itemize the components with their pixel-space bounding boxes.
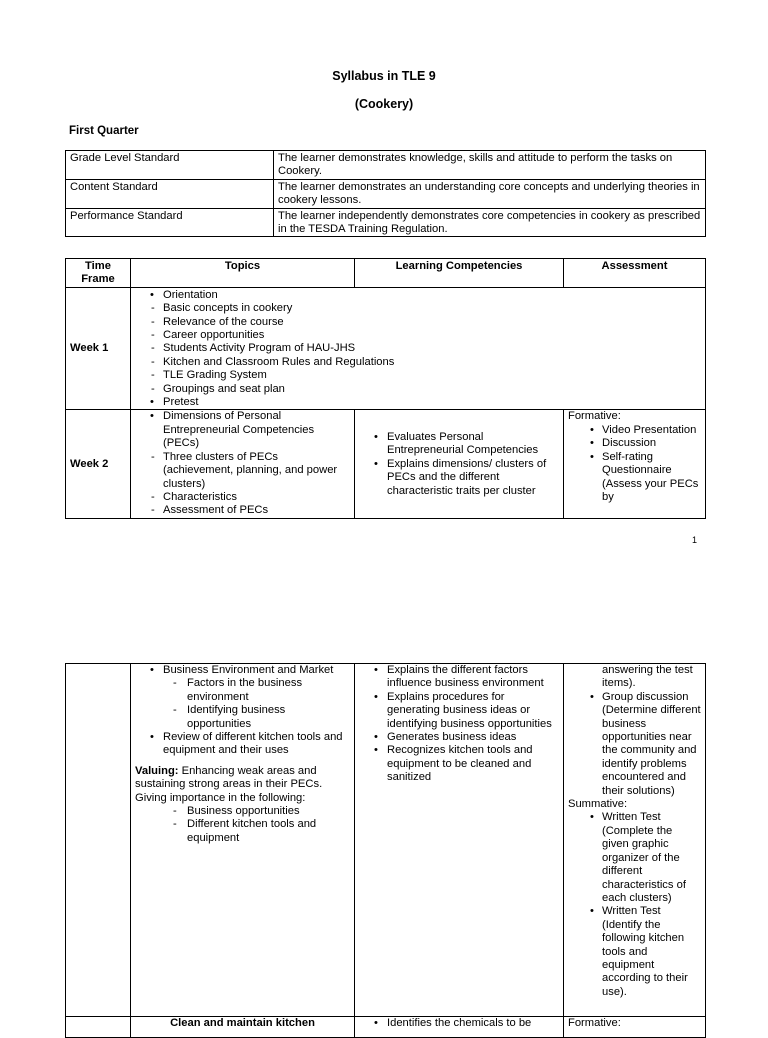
summative-label: Summative: bbox=[568, 798, 628, 811]
list-item: - Relevance of the course bbox=[135, 316, 701, 329]
standard-text: The learner demonstrates knowledge, skills and attitude to perform the tasks on Cookery. bbox=[274, 151, 706, 180]
assessment-continued: answering the test items). bbox=[602, 664, 693, 690]
standard-text: The learner independently demonstrates core competencies in cookery as prescribed in the TESDA Training Regulation. bbox=[274, 208, 706, 237]
list-item: - Business opportunities bbox=[135, 805, 350, 818]
next-competency bbox=[355, 1017, 564, 1038]
time-frame-cell bbox=[66, 664, 131, 1017]
list-item: • Written Test (Identify the following kitchen tools and equipment according to their use). bbox=[568, 905, 701, 999]
cont-assessment bbox=[564, 664, 706, 1017]
valuing-text: Enhancing weak areas and sustaining strong areas in their PECs. Giving importance in the following: bbox=[135, 764, 323, 804]
list-item: - Three clusters of PECs (achievement, planning, and power clusters) bbox=[135, 451, 350, 491]
list-item: - Groupings and seat plan bbox=[135, 383, 701, 396]
header-time-frame: Time Frame bbox=[66, 259, 131, 288]
week2-assessment bbox=[564, 410, 706, 519]
document-subtitle: (Cookery) bbox=[354, 97, 414, 111]
list-item: • Written Test (Complete the given graphic organizer of the different characteristics of each clusters) bbox=[568, 811, 701, 905]
formative-label: Formative: bbox=[568, 410, 621, 423]
standard-label: Content Standard bbox=[66, 179, 274, 208]
list-item: - Factors in the business environment bbox=[135, 677, 350, 704]
next-assessment: Formative: bbox=[564, 1017, 706, 1038]
standard-label: Grade Level Standard bbox=[66, 151, 274, 180]
list-item: - Identifying business opportunities bbox=[135, 704, 350, 731]
list-item: • Recognizes kitchen tools and equipment to be cleaned and sanitized bbox=[359, 744, 559, 784]
document-title: Syllabus in TLE 9 bbox=[332, 69, 436, 83]
list-item: • Business Environment and Market bbox=[135, 664, 350, 677]
week1-topics bbox=[131, 287, 706, 410]
standard-row bbox=[66, 208, 706, 237]
list-item: - Different kitchen tools and equipment bbox=[135, 818, 350, 845]
standard-label: Performance Standard bbox=[66, 208, 274, 237]
syllabus-table-next-row bbox=[65, 1016, 706, 1038]
standard-row bbox=[66, 151, 706, 180]
list-item: - Career opportunities bbox=[135, 329, 701, 342]
week2-continued-row bbox=[66, 664, 706, 1017]
next-topic: Clean and maintain kitchen bbox=[131, 1017, 355, 1038]
time-frame-cell bbox=[66, 1017, 131, 1038]
header-assessment: Assessment bbox=[564, 259, 706, 288]
valuing-paragraph bbox=[135, 765, 350, 805]
list-item: • Explains dimensions/ clusters of PECs and the different characteristic traits per cluster bbox=[359, 458, 559, 498]
list-item: - Kitchen and Classroom Rules and Regulations bbox=[135, 356, 701, 369]
list-item: - Characteristics bbox=[135, 491, 350, 504]
quarter-heading: First Quarter bbox=[69, 125, 139, 137]
list-item: - TLE Grading System bbox=[135, 369, 701, 382]
header-competencies: Learning Competencies bbox=[355, 259, 564, 288]
week2-row bbox=[66, 410, 706, 519]
list-item: • Video Presentation bbox=[568, 424, 701, 437]
list-item: • Explains the different factors influence business environment bbox=[359, 664, 559, 691]
list-item: • Discussion bbox=[568, 437, 701, 450]
standard-row bbox=[66, 179, 706, 208]
cont-topics bbox=[131, 664, 355, 1017]
standard-text: The learner demonstrates an understanding core concepts and underlying theories in cookery lessons. bbox=[274, 179, 706, 208]
list-item: • Dimensions of Personal Entrepreneurial Competencies (PECs) bbox=[135, 410, 350, 450]
week2-topics bbox=[131, 410, 355, 519]
list-item: • Generates business ideas bbox=[359, 731, 559, 744]
list-item: • Review of different kitchen tools and equipment and their uses bbox=[135, 731, 350, 758]
list-item: • Pretest bbox=[135, 396, 701, 409]
list-item: • Orientation bbox=[135, 289, 701, 302]
cont-competencies bbox=[355, 664, 564, 1017]
list-item: - Students Activity Program of HAU-JHS bbox=[135, 342, 701, 355]
standards-table bbox=[65, 150, 706, 237]
header-row bbox=[66, 259, 706, 288]
valuing-label: Valuing: bbox=[135, 764, 179, 777]
list-item: • Group discussion (Determine different business opportunities near the community and identify problems encountered and their solutions) bbox=[568, 691, 701, 798]
syllabus-table-continued bbox=[65, 663, 706, 1017]
header-topics: Topics bbox=[131, 259, 355, 288]
week2-competencies bbox=[355, 410, 564, 519]
page-number: 1 bbox=[692, 535, 698, 545]
week1-label: Week 1 bbox=[66, 287, 131, 410]
next-row bbox=[66, 1017, 706, 1038]
week2-label: Week 2 bbox=[66, 410, 131, 519]
list-item: • Identifies the chemicals to be bbox=[359, 1017, 559, 1030]
list-item: • Explains procedures for generating business ideas or identifying business opportunities bbox=[359, 691, 559, 731]
list-item: - Basic concepts in cookery bbox=[135, 302, 701, 315]
syllabus-table bbox=[65, 258, 706, 519]
list-item: • Self-rating Questionnaire (Assess your PECs by bbox=[568, 451, 701, 505]
list-item: • Evaluates Personal Entrepreneurial Competencies bbox=[359, 431, 559, 458]
list-item: - Assessment of PECs bbox=[135, 504, 350, 517]
week1-row bbox=[66, 287, 706, 410]
